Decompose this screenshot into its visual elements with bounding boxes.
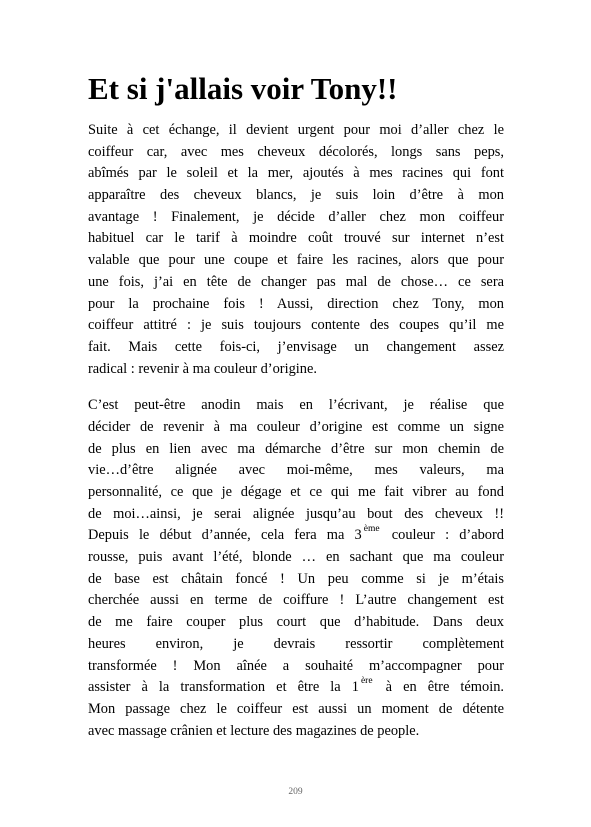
- text-line: de base est châtain foncé ! Un peu comme si je m’étais: [88, 570, 504, 587]
- text-line: habituel car le tarif à moindre coût trouvé sur internet n’est: [88, 230, 504, 247]
- text-line: personnalité, ce que je dégage et ce qui me fait vibrer au fond: [88, 484, 504, 500]
- ordinal-superscript: ère: [360, 676, 373, 687]
- paragraph: [88, 395, 504, 742]
- text-line: valable que pour une coupe et faire les racines, alors que pour: [88, 252, 504, 269]
- text-line: C’est peut-être anodin mais en l’écrivant, je réalise que: [88, 397, 504, 414]
- page-number: 209: [288, 787, 303, 797]
- text-line: coiffeur car, avec mes cheveux décolorés, longs sans peps,: [88, 143, 504, 160]
- text-run: assister à la transformation et être la 1: [88, 679, 359, 696]
- text-line: rousse, puis avant l’été, blonde … en sachant que ma couleur: [88, 549, 504, 566]
- text-line: coiffeur attitré : je suis toujours contente des coupes qu’il me: [88, 317, 504, 334]
- text-run: couleur : d’abord: [381, 527, 504, 544]
- text-line: vie…d’être alignée avec moi-même, mes valeurs, ma: [88, 462, 504, 479]
- text-line: fait. Mais cette fois-ci, j’envisage un changement assez: [88, 338, 504, 355]
- text-line: décider de revenir à ma couleur d’origine est comme un signe: [88, 418, 504, 435]
- text-run: à en être témoin.: [374, 679, 504, 696]
- text-line: abîmés par le soleil et la mer, ajoutés à mes racines qui font: [88, 165, 504, 182]
- text-line: [88, 525, 504, 547]
- text-run: Depuis le début d’année, cela fera ma 3: [88, 527, 362, 544]
- text-line: cherchée aussi en terme de coiffure ! L’autre changement est: [88, 592, 504, 609]
- text-line: pour la prochaine fois ! Aussi, direction chez Tony, mon: [88, 295, 504, 312]
- chapter-title: Et si j'allais voir Tony!!: [88, 71, 398, 106]
- paragraph: [88, 120, 504, 380]
- text-line: de moi…ainsi, je serai alignée jusqu’au bout des cheveux !!: [88, 505, 504, 522]
- text-line: heures environ, je devrais ressortir complètement: [88, 635, 504, 652]
- ordinal-superscript: ème: [363, 524, 380, 535]
- text-line: de plus en lien avec ma démarche d’être sur mon chemin de: [88, 440, 504, 457]
- text-line: transformée ! Mon aînée a souhaité m’accompagner pour: [88, 657, 504, 674]
- chapter-body: [88, 120, 504, 757]
- text-line: avantage ! Finalement, je décide d’aller chez mon coiffeur: [88, 208, 504, 225]
- text-line: radical : revenir à ma couleur d’origine.: [88, 360, 317, 377]
- text-line: une fois, j’ai en tête de changer pas mal de chose… ce sera: [88, 273, 504, 290]
- text-line: [88, 677, 504, 699]
- text-line: avec massage crânien et lecture des magazines de people.: [88, 722, 420, 739]
- text-line: apparaître des cheveux blancs, je suis loin d’être à mon: [88, 187, 504, 204]
- text-line: de me faire couper plus court que d’habitude. Dans deux: [88, 614, 504, 631]
- text-line: Suite à cet échange, il devient urgent pour moi d’aller chez le: [88, 122, 504, 138]
- text-line: Mon passage chez le coiffeur est aussi un moment de détente: [88, 700, 504, 717]
